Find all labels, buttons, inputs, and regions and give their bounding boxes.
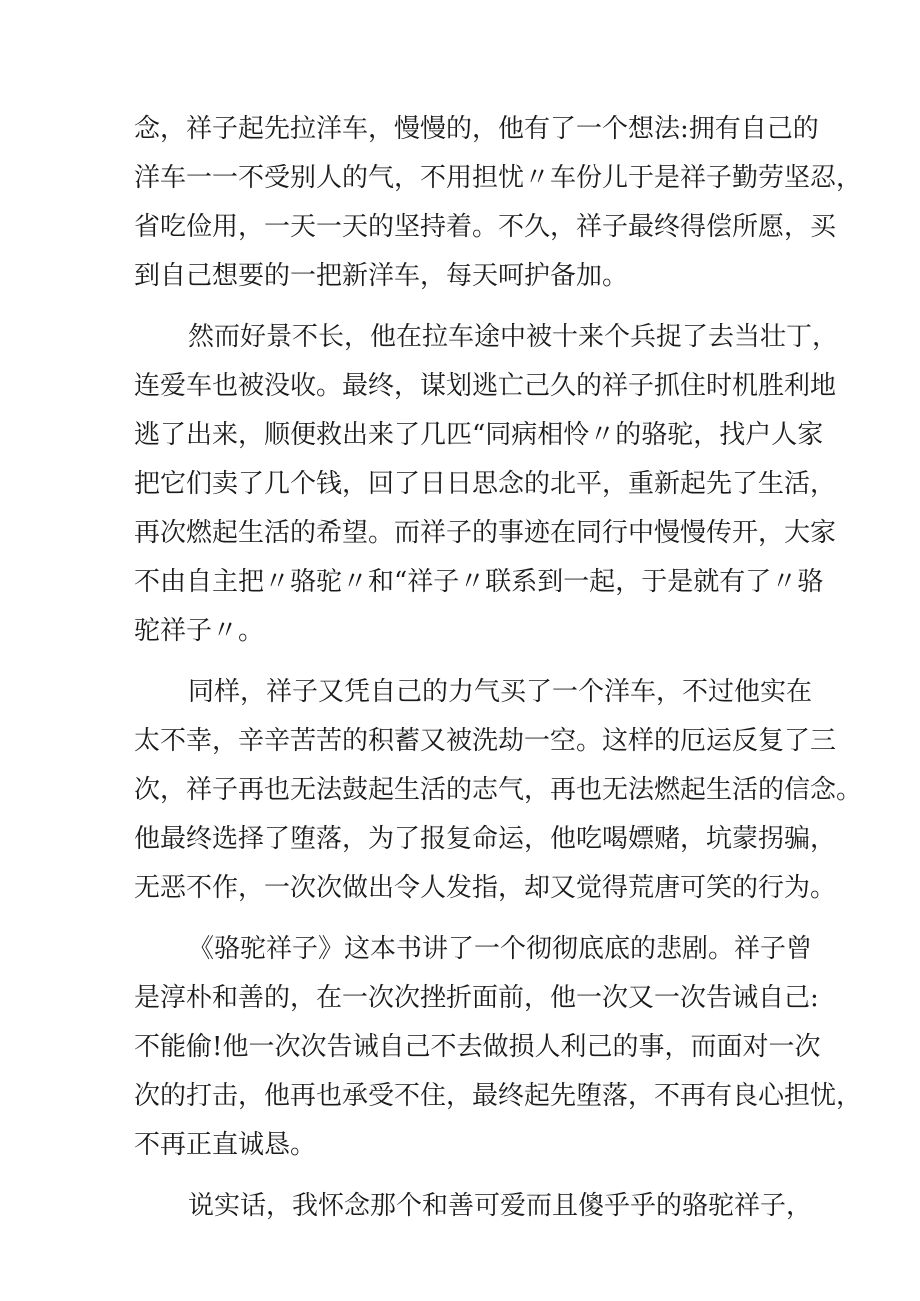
text-line: 逃了出来，顺便救出来了几匹“同病相怜〃的骆驼，找户人家 <box>134 420 824 450</box>
paragraph-gap <box>134 301 794 313</box>
text-line: 《骆驼祥子》这本书讲了一个彻彻底底的悲剧。祥子曾 <box>188 934 813 964</box>
text-line: 把它们卖了几个钱，回了日日思念的北平，重新起先了生活， <box>134 469 837 499</box>
paragraph-gap <box>134 656 794 668</box>
text-line: 不再正直诚恳。 <box>134 1130 317 1160</box>
text-line: 次的打击，他再也承受不住，最终起先堕落，不再有良心担忧， <box>134 1081 863 1111</box>
text-line: 到自己想要的一把新洋车，每天呵护备加。 <box>134 261 629 291</box>
text-line: 然而好景不长，他在拉车途中被十来个兵捉了去当壮丁， <box>188 322 839 352</box>
text-line: 无恶不作，一次次做出令人发指，却又觉得荒唐可笑的行为。 <box>134 873 837 903</box>
text-line: 同样，祥子又凭自己的力气买了一个洋车，不过他实在 <box>188 677 813 707</box>
document-body <box>134 105 863 1231</box>
text-line: 念，祥子起先拉洋车，慢慢的，他有了一个想法:拥有自己的 <box>134 114 819 144</box>
text-line: 不能偷!他一次次告诫自己不去做损人利己的事，而面对一次 <box>134 1032 821 1062</box>
text-line: 再次燃起生活的希望。而祥子的事迹在同行中慢慢传开，大家 <box>134 518 837 548</box>
paragraph <box>134 1182 813 1231</box>
text-line: 太不幸，辛辛苦苦的积蓄又被洗劫一空。这样的厄运反复了三 <box>134 726 837 756</box>
text-line: 说实话，我怀念那个和善可爱而且傻乎乎的骆驼祥子， <box>188 1191 813 1221</box>
text-line: 不由自主把〃骆驼〃和“祥子〃联系到一起，于是就有了〃骆 <box>134 567 824 597</box>
text-line: 洋车一一不受别人的气，不用担忧〃车份儿于是祥子勤劳坚忍， <box>134 163 863 193</box>
paragraph <box>134 925 863 1170</box>
text-line: 连爱车也被没收。最终，谋划逃亡己久的祥子抓住时机胜利地 <box>134 371 837 401</box>
text-line: 是淳朴和善的，在一次次挫折面前，他一次又一次告诫自己: <box>134 983 819 1013</box>
text-line: 省吃俭用，一天一天的坚持着。不久，祥子最终得偿所愿，买 <box>134 212 837 242</box>
text-line: 他最终选择了堕落，为了报复命运，他吃喝嫖赌，坑蒙拐骗， <box>134 824 837 854</box>
paragraph-gap <box>134 913 794 925</box>
paragraph-gap <box>134 1170 794 1182</box>
paragraph <box>134 668 863 913</box>
text-line: 次，祥子再也无法鼓起生活的志气，再也无法燃起生活的信念。 <box>134 775 863 805</box>
paragraph <box>134 105 863 301</box>
paragraph <box>134 313 839 656</box>
text-line: 驼祥子〃。 <box>134 616 265 646</box>
